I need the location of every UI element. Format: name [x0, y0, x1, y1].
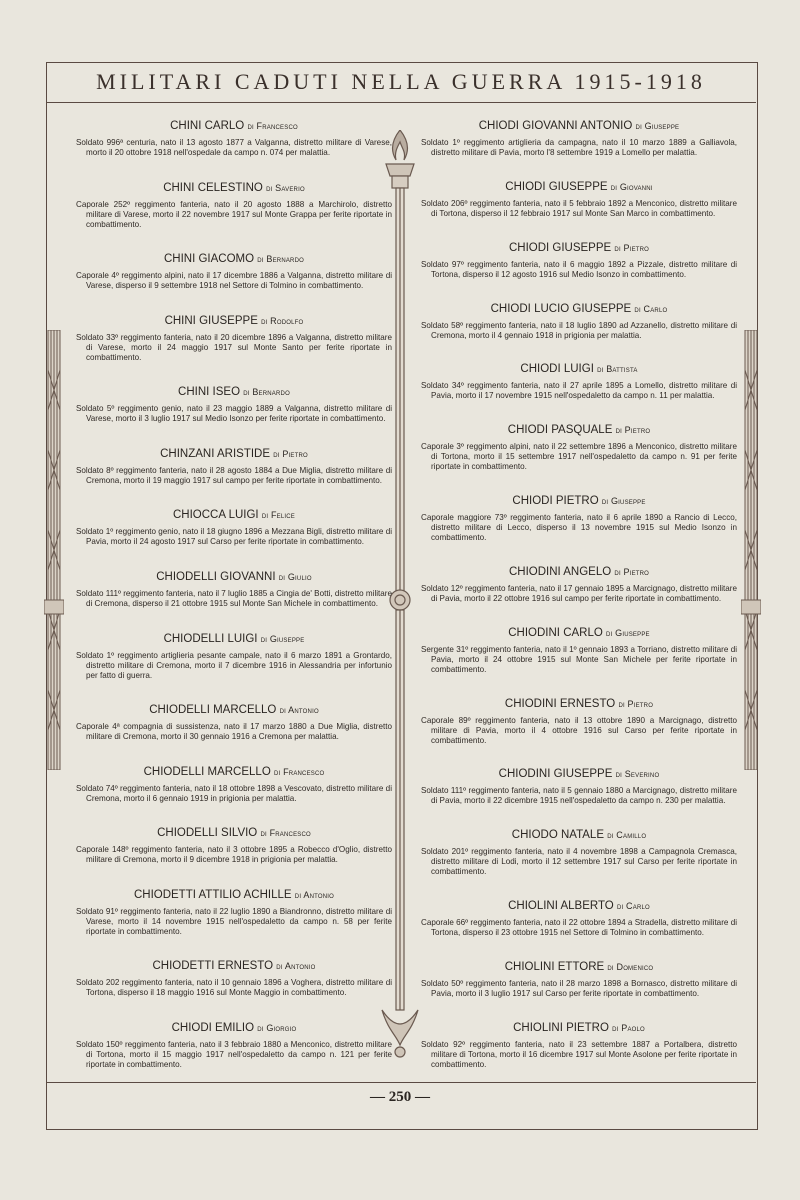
soldier-record: Soldato 1º reggimento artiglieria da campagna, nato il 10 marzo 1889 a Galliavola, distretto militare di Pavia, morto l'8 settembre 1919 a Lomello per malattia.: [421, 138, 737, 157]
entry-heading: [421, 303, 737, 315]
entry-heading: [421, 495, 737, 507]
soldier-patronymic: di Antonio: [294, 889, 335, 900]
soldier-record: Soldato 206º reggimento fanteria, nato il 5 febbraio 1892 a Menconico, distretto militare di Tortona, disperso il 12 febbraio 1917 sul Monte San Marco in combattimento.: [421, 198, 737, 218]
soldier-entry: [76, 386, 392, 424]
soldier-name: CHIODETTI ERNESTO: [152, 960, 274, 973]
entry-heading: [76, 509, 392, 521]
soldier-name: CHIODI EMILIO: [171, 1021, 255, 1034]
entry-heading: [76, 253, 392, 265]
soldier-name: CHIOCCA LUIGI: [173, 509, 259, 522]
soldier-entry: [76, 182, 392, 230]
soldier-entry: [76, 827, 392, 865]
soldier-patronymic: di Battista: [597, 364, 638, 375]
entry-heading: [76, 766, 392, 778]
soldier-record: Soldato 8º reggimento fanteria, nato il 28 agosto 1884 a Due Miglia, distretto militare di Cremona, morto il 19 maggio 1917 sul campo per ferite riportate in combattimento.: [76, 465, 392, 485]
soldier-patronymic: di Pietro: [615, 425, 651, 436]
soldier-record: Caporale 66º reggimento fanteria, nato il 22 ottobre 1894 a Stradella, distretto militare di Tortona, disperso il 23 ottobre 1915 nel Settore di Tolmino in combattimento.: [421, 918, 737, 938]
soldier-record: Caporale 4º reggimento alpini, nato il 17 dicembre 1886 a Valganna, distretto militare di Varese, disperso il 9 settembre 1918 nel Settore di Tolmino in combattimento.: [76, 271, 392, 291]
right-column: [421, 120, 737, 1070]
soldier-record: Soldato 111º reggimento fanteria, nato il 7 luglio 1885 a Cingia de' Botti, distretto militare di Cremona, disperso il 21 ottobre 1915 sul Monte San Michele in combattimento.: [76, 588, 392, 608]
entry-heading: [421, 900, 737, 912]
soldier-patronymic: di Francesco: [260, 828, 311, 839]
soldier-patronymic: di Saverio: [266, 182, 305, 193]
soldier-patronymic: di Pietro: [614, 566, 650, 577]
soldier-record: Soldato 201º reggimento fanteria, nato il 4 novembre 1898 a Campagnola Cremasca, distretto militare di Lodi, morto il 12 settembre 1917 sul Carso per ferite riportate in combattimento.: [421, 847, 737, 877]
soldier-record: Soldato 12º reggimento fanteria, nato il 17 gennaio 1895 a Marcignago, distretto militare di Pavia, morto il 22 ottobre 1916 sul campo per ferite riportate in combattimento.: [421, 583, 737, 603]
soldier-patronymic: di Paolo: [612, 1022, 645, 1033]
soldier-patronymic: di Pietro: [273, 448, 308, 459]
soldier-entry: [421, 627, 737, 675]
soldier-record: Soldato 150º reggimento fanteria, nato il 3 febbraio 1880 a Menconico, distretto militare di Tortona, morto il 15 maggio 1917 nell'ospedaletto da campo n. 121 per ferite riportate in combattimento.: [76, 1039, 392, 1069]
soldier-entry: [76, 960, 392, 998]
soldier-patronymic: di Giuseppe: [260, 633, 305, 644]
soldier-entry: [421, 566, 737, 604]
fasces-right-ornament: [741, 330, 761, 770]
soldier-entry: [421, 242, 737, 280]
entry-heading: [421, 181, 737, 193]
entry-heading: [421, 698, 737, 710]
soldier-name: CHIODINI ERNESTO: [504, 697, 616, 710]
soldier-entry: [421, 768, 737, 806]
entry-heading: [421, 242, 737, 254]
soldier-record: Soldato 34º reggimento fanteria, nato il 27 aprile 1895 a Lomello, distretto militare di Pavia, morto il 17 novembre 1915 nell'ospedaletto da campo n. 11 per malattia.: [421, 381, 737, 401]
soldier-record: Soldato 74º reggimento fanteria, nato il 18 ottobre 1898 a Vescovato, distretto militare di Cremona, morto il 6 gennaio 1919 in prigionia per malattia.: [76, 783, 392, 803]
soldier-patronymic: di Antonio: [279, 705, 319, 716]
left-column: [76, 120, 392, 1070]
soldier-patronymic: di Antonio: [276, 961, 316, 972]
soldier-entry: [76, 315, 392, 363]
entry-heading: [421, 627, 737, 639]
soldier-patronymic: di Francesco: [247, 121, 298, 131]
soldier-entry: [76, 704, 392, 742]
soldier-entry: [76, 509, 392, 547]
fasces-left-ornament: [44, 330, 64, 770]
soldier-patronymic: di Camillo: [607, 830, 647, 841]
soldier-record: Caporale maggiore 73º reggimento fanteria, nato il 6 aprile 1890 a Rancio di Lecco, distretto militare di Lecco, disperso il 13 novembre 1915 sul Medio Isonzo in combattimento.: [421, 513, 737, 543]
soldier-patronymic: di Severino: [615, 769, 660, 780]
soldier-patronymic: di Domenico: [607, 961, 654, 972]
soldier-patronymic: di Bernardo: [257, 254, 304, 265]
soldier-record: Soldato 58º reggimento fanteria, nato il 18 luglio 1890 ad Azzanello, distretto militare di Cremona, morto il 4 gennaio 1918 in prigionia per malattia.: [421, 320, 737, 340]
soldier-name: CHIODELLI LUIGI: [163, 632, 258, 645]
soldier-record: Caporale 252º reggimento fanteria, nato il 20 agosto 1888 a Marchirolo, distretto militare di Varese, morto il 22 novembre 1917 sul Monte Grappa per ferite riportate in combattimento.: [76, 199, 392, 229]
entry-heading: [76, 633, 392, 645]
soldier-entry: [421, 698, 737, 746]
soldier-name: CHIODI LUCIO GIUSEPPE: [490, 302, 632, 315]
soldier-entry: [421, 120, 737, 158]
soldier-record: Soldato 92º reggimento fanteria, nato il 23 settembre 1887 a Portalbera, distretto militare di Tortona, morto il 16 dicembre 1917 sul Monte Asolone per ferite riportate in combattimento.: [421, 1039, 737, 1069]
soldier-record: Caporale 4ª compagnia di sussistenza, nato il 17 marzo 1880 a Due Miglia, distretto militare di Cremona, morto il 30 gennaio 1916 a Cremona per malattia.: [76, 722, 392, 742]
soldier-record: Soldato 111º reggimento fanteria, nato il 5 gennaio 1880 a Marcignago, distretto militare di Pavia, morto il 22 dicembre 1915 nell'ospedaletto da campo n. 230 per malattia.: [421, 786, 737, 806]
page-number: — 250 —: [370, 1089, 430, 1105]
entry-heading: [76, 315, 392, 327]
soldier-patronymic: di Giuseppe: [601, 496, 646, 507]
soldier-record: Soldato 202 reggimento fanteria, nato il 10 gennaio 1896 a Voghera, distretto militare di Tortona, disperso il 18 maggio 1916 sul Monte Maggio in combattimento.: [76, 978, 392, 998]
soldier-patronymic: di Giuseppe: [635, 121, 680, 131]
soldier-entry: [421, 961, 737, 999]
soldier-entry: [76, 571, 392, 609]
entry-heading: [76, 182, 392, 194]
soldier-record: Soldato 5º reggimento genio, nato il 23 maggio 1889 a Valganna, distretto militare di Varese, morto il 3 luglio 1917 sul Medio Isonzo per ferite riportate in combattimento.: [76, 404, 392, 424]
soldier-name: CHIODI PASQUALE: [507, 424, 613, 437]
soldier-name: CHIODINI ANGELO: [508, 565, 612, 578]
soldier-name: CHIODETTI ATTILIO ACHILLE: [133, 888, 292, 901]
soldier-name: CHIODI GIOVANNI ANTONIO: [478, 120, 633, 132]
soldier-name: CHIODI GIUSEPPE: [508, 241, 612, 254]
soldier-name: CHIODELLI MARCELLO: [143, 765, 271, 778]
soldier-record: Sergente 31º reggimento fanteria, nato il 1º gennaio 1893 a Torriano, distretto militare di Pavia, morto il 24 ottobre 1915 sul Monte San Michele per ferite riportate in combattimento.: [421, 644, 737, 674]
soldier-patronymic: di Rodolfo: [261, 315, 304, 326]
soldier-entry: [76, 889, 392, 937]
soldier-name: CHIODO NATALE: [511, 829, 604, 842]
soldier-record: Caporale 148º reggimento fanteria, nato il 3 ottobre 1895 a Robecco d'Oglio, distretto militare di Cremona, morto il 9 dicembre 1918 in prigionia per malattia.: [76, 845, 392, 865]
soldier-entry: [76, 766, 392, 804]
soldier-name: CHINI GIACOMO: [163, 253, 255, 266]
soldier-name: CHINI CARLO: [170, 120, 245, 132]
soldier-name: CHIODINI CARLO: [508, 626, 603, 639]
page-title: MILITARI CADUTI NELLA GUERRA 1915-1918: [96, 69, 706, 94]
entry-heading: [76, 827, 392, 839]
entry-heading: [421, 829, 737, 841]
soldier-name: CHIOLINI ETTORE: [504, 960, 605, 973]
soldier-name: CHIODELLI MARCELLO: [149, 704, 277, 717]
soldier-name: CHIODI PIETRO: [512, 495, 599, 508]
entry-heading: [421, 120, 737, 132]
entry-heading: [421, 1022, 737, 1034]
soldier-entry: [421, 1022, 737, 1070]
footer-rule: [46, 1082, 756, 1083]
soldier-name: CHIOLINI PIETRO: [513, 1021, 609, 1034]
soldier-record: Soldato 91º reggimento fanteria, nato il 22 luglio 1890 a Biandronno, distretto militare di Varese, morto il 14 novembre 1915 nell'ospedaletto da campo n. 58 per ferite riportate in combattimento.: [76, 906, 392, 936]
entry-heading: [76, 889, 392, 901]
soldier-name: CHINI GIUSEPPE: [164, 314, 258, 327]
soldier-entry: [76, 633, 392, 681]
entry-heading: [76, 960, 392, 972]
entry-heading: [421, 363, 737, 375]
entry-heading: [76, 448, 392, 460]
soldier-entry: [421, 900, 737, 938]
soldier-patronymic: di Carlo: [616, 901, 650, 912]
entry-heading: [421, 566, 737, 578]
soldier-patronymic: di Giorgio: [257, 1022, 297, 1033]
soldier-record: Soldato 1º reggimento genio, nato il 18 giugno 1896 a Mezzana Bigli, distretto militare di Pavia, morto il 24 agosto 1917 sul Carso per ferite riportate in combattimento.: [76, 527, 392, 547]
soldier-entry: [76, 120, 392, 158]
soldier-name: CHIODI LUIGI: [520, 363, 594, 376]
soldier-patronymic: di Giulio: [278, 571, 312, 582]
soldier-record: Caporale 89º reggimento fanteria, nato il 13 ottobre 1890 a Marcignago, distretto militare di Pavia, morto il 4 ottobre 1916 sul Carso per ferite riportate in combattimento.: [421, 715, 737, 745]
entry-heading: [76, 386, 392, 398]
soldier-patronymic: di Pietro: [618, 698, 654, 709]
soldier-patronymic: di Giuseppe: [606, 627, 650, 638]
entry-heading: [76, 1022, 392, 1034]
soldier-patronymic: di Bernardo: [243, 387, 290, 398]
soldier-patronymic: di Giovanni: [610, 181, 653, 192]
soldier-entry: [421, 181, 737, 219]
entry-heading: [76, 120, 392, 132]
soldier-name: CHINI CELESTINO: [163, 181, 263, 194]
soldier-entry: [76, 253, 392, 291]
soldier-entry: [421, 424, 737, 472]
entry-heading: [421, 961, 737, 973]
soldier-patronymic: di Carlo: [634, 303, 668, 314]
soldier-name: CHIODINI GIUSEPPE: [498, 768, 613, 781]
soldier-name: CHIODELLI GIOVANNI: [156, 570, 276, 583]
soldier-record: Soldato 33º reggimento fanteria, nato il 20 dicembre 1896 a Valganna, distretto militare di Varese, morto il 24 maggio 1917 sul Monte Santo per ferite riportate in combattimento.: [76, 332, 392, 362]
soldier-name: CHINZANI ARISTIDE: [160, 447, 271, 460]
soldier-record: Soldato 996ª centuria, nato il 13 agosto 1877 a Valganna, distretto militare di Varese, morto il 20 ottobre 1918 nell'ospedale da campo n. 074 per malattia.: [76, 138, 392, 157]
soldier-record: Soldato 1º reggimento artiglieria pesante campale, nato il 6 marzo 1891 a Grontardo, distretto militare di Cremona, morto il 7 dicembre 1916 in Alessandria per infortunio per fatto di guerra.: [76, 650, 392, 680]
soldier-name: CHIODELLI SILVIO: [157, 827, 258, 840]
soldier-record: Soldato 50º reggimento fanteria, nato il 28 marzo 1898 a Bornasco, distretto militare di Pavia, morto il 3 luglio 1917 sul Carso per ferite riportate in combattimento.: [421, 978, 737, 998]
soldier-name: CHIOLINI ALBERTO: [508, 900, 614, 913]
soldier-entry: [421, 363, 737, 401]
soldier-patronymic: di Francesco: [273, 766, 325, 777]
entry-heading: [76, 571, 392, 583]
soldier-entry: [421, 495, 737, 543]
soldier-patronymic: di Felice: [261, 510, 295, 521]
soldier-entry: [421, 303, 737, 341]
soldier-record: Soldato 97º reggimento fanteria, nato il 6 maggio 1892 a Pizzale, distretto militare di Tortona, disperso il 12 agosto 1916 sul Medio Isonzo in combattimento.: [421, 259, 737, 279]
soldier-entry: [76, 1022, 392, 1070]
entry-heading: [421, 768, 737, 780]
entry-heading: [76, 704, 392, 716]
entry-heading: [421, 424, 737, 436]
page-header: [46, 62, 756, 103]
soldier-record: Caporale 3º reggimento alpini, nato il 22 settembre 1896 a Menconico, distretto militare di Tortona, morto il 15 settembre 1917 nell'ospedaletto da campo n. 91 per ferite riportate in combattimento.: [421, 442, 737, 472]
soldier-entry: [421, 829, 737, 877]
soldier-entry: [76, 448, 392, 486]
soldier-name: CHIODI GIUSEPPE: [505, 180, 608, 193]
soldier-patronymic: di Pietro: [614, 242, 650, 253]
soldier-name: CHINI ISEO: [178, 386, 241, 399]
